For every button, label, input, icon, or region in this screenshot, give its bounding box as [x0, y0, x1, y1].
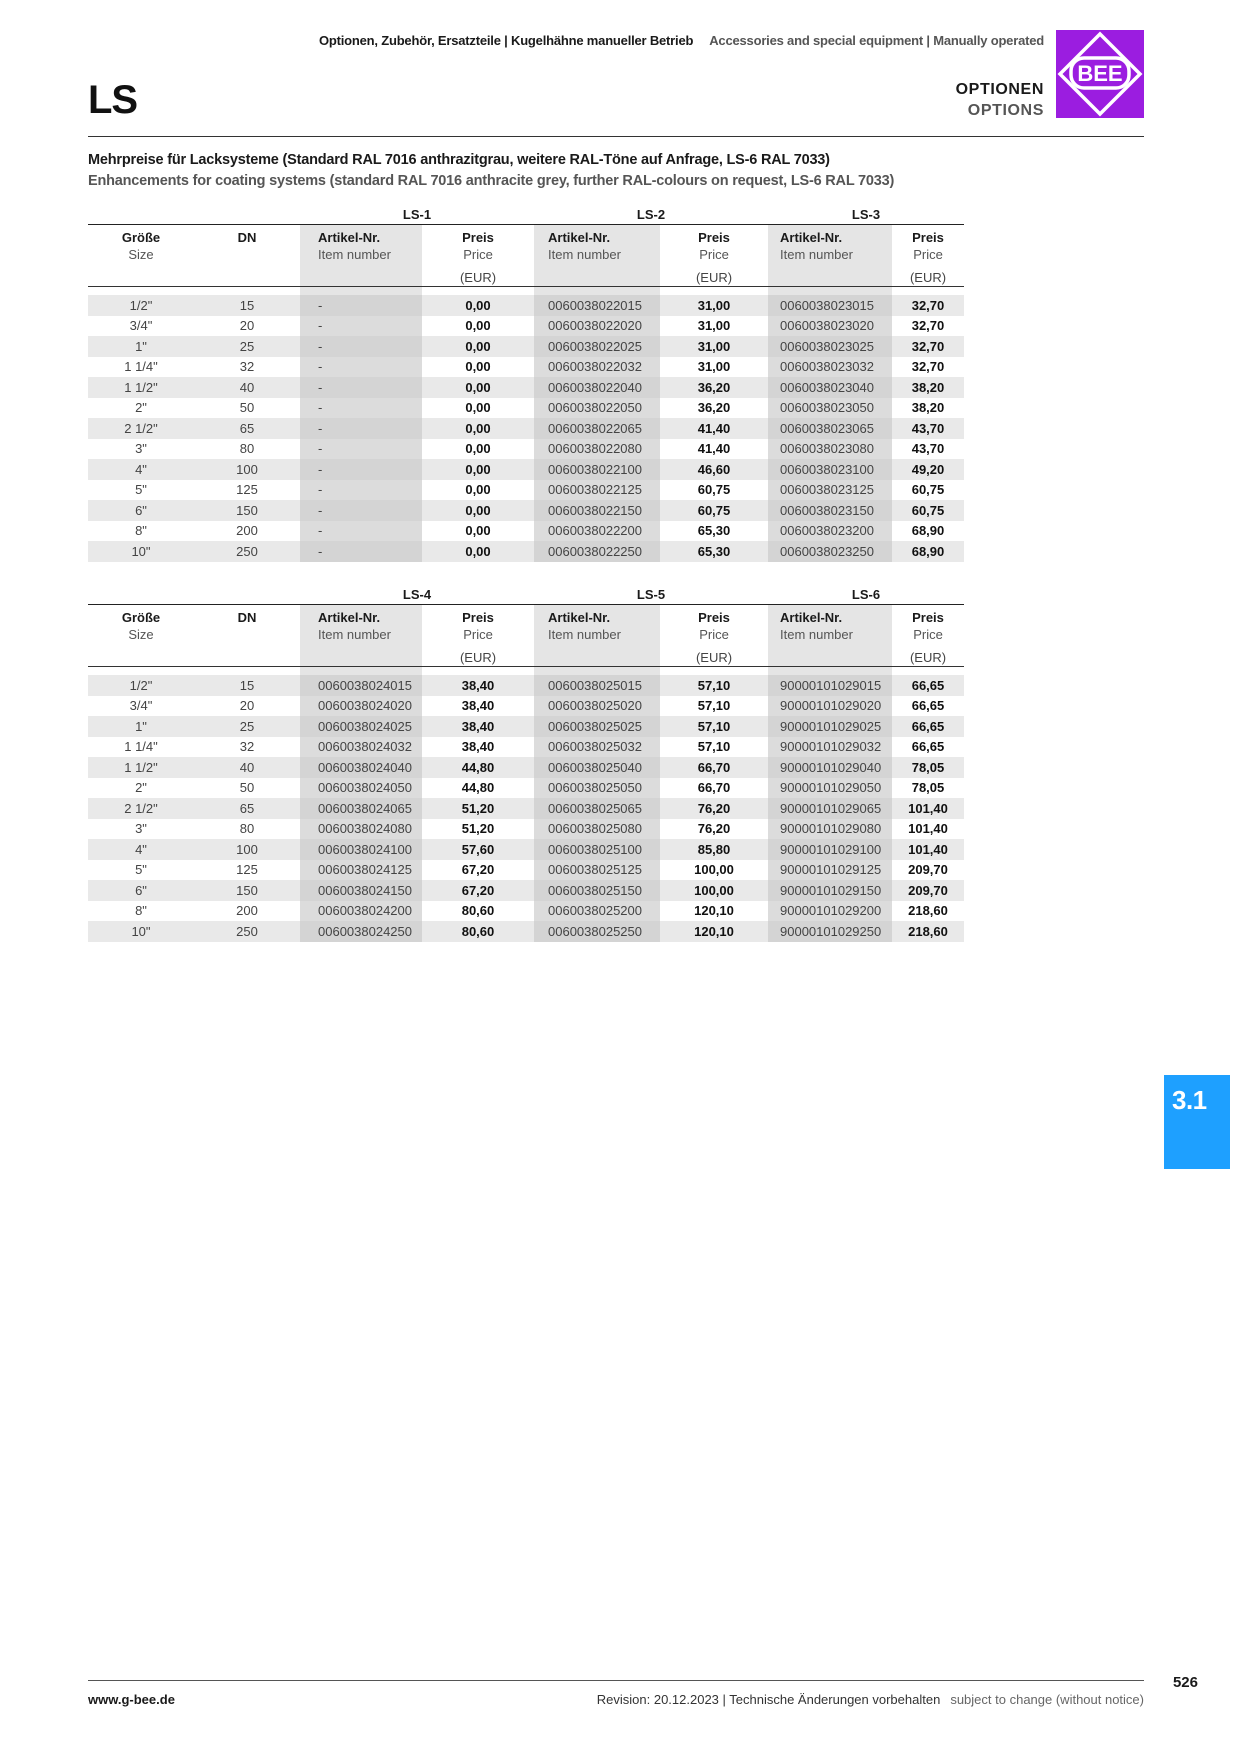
col-price: Preis Price (EUR): [459, 610, 497, 665]
price-value: 66,65: [911, 698, 945, 714]
dn-value: 50: [239, 400, 255, 416]
price-value: 80,60: [461, 903, 495, 919]
article-number: 0060038023100: [768, 459, 892, 480]
price-value: 68,90: [911, 543, 945, 559]
table-row: [88, 398, 964, 419]
article-number: 90000101029020: [768, 696, 892, 717]
group-label: LS-5: [636, 587, 666, 602]
price-value: 218,60: [908, 923, 948, 939]
options-label: [956, 79, 1044, 121]
dn-value: 80: [239, 821, 255, 837]
table-row: [88, 716, 964, 737]
article-number: 0060038025050: [534, 778, 660, 799]
dn-value: 80: [239, 441, 255, 457]
page-title: LS: [88, 78, 138, 122]
price-value: 78,05: [911, 759, 945, 775]
price-value: 80,60: [461, 923, 495, 939]
size-value: 4": [135, 461, 147, 477]
article-number: 90000101029080: [768, 819, 892, 840]
article-number: 90000101029050: [768, 778, 892, 799]
table-row: [88, 316, 964, 337]
article-number: 0060038022125: [534, 480, 660, 501]
article-number: -: [300, 357, 422, 378]
price-value: 38,40: [461, 739, 495, 755]
headline-de: Mehrpreise für Lacksysteme (Standard RAL 7016 anthrazitgrau, weitere RAL-Töne auf Anfrage, LS-6 RAL 7033): [88, 152, 830, 168]
size-value: 2": [135, 400, 147, 416]
dn-value: 100: [236, 841, 258, 857]
price-value: 67,20: [461, 882, 495, 898]
price-value: 32,70: [911, 338, 945, 354]
size-value: 5": [135, 862, 147, 878]
price-value: 101,40: [908, 821, 948, 837]
article-number: -: [300, 459, 422, 480]
article-number: -: [300, 418, 422, 439]
article-number: -: [300, 541, 422, 562]
article-number: 90000101029250: [768, 921, 892, 942]
dn-value: 25: [239, 718, 255, 734]
price-value: 66,65: [911, 677, 945, 693]
article-number: 0060038025015: [534, 675, 660, 696]
col-article: Artikel-Nr. Item number: [300, 225, 422, 286]
price-value: 0,00: [465, 338, 491, 354]
size-value: 3/4": [129, 318, 153, 334]
col-dn: DN: [237, 610, 257, 625]
price-value: 44,80: [461, 780, 495, 796]
article-number: 0060038023032: [768, 357, 892, 378]
article-number: 0060038024025: [300, 716, 422, 737]
page-number: 526: [1172, 1674, 1198, 1691]
article-number: 0060038022020: [534, 316, 660, 337]
article-number: 0060038025100: [534, 839, 660, 860]
table-column-header: [88, 605, 964, 667]
dn-value: 20: [239, 318, 255, 334]
article-number: 0060038024250: [300, 921, 422, 942]
price-value: 0,00: [465, 523, 491, 539]
price-value: 100,00: [694, 862, 734, 878]
price-value: 65,30: [697, 543, 731, 559]
price-value: 209,70: [908, 882, 948, 898]
size-value: 1 1/2": [124, 379, 158, 395]
dn-value: 32: [239, 359, 255, 375]
article-number: -: [300, 377, 422, 398]
article-number: -: [300, 295, 422, 316]
article-number: 0060038024020: [300, 696, 422, 717]
article-number: 90000101029150: [768, 880, 892, 901]
price-value: 85,80: [697, 841, 731, 857]
section-tab: 3.1: [1164, 1075, 1230, 1169]
table-group-header: [88, 585, 964, 605]
table-row: [88, 860, 964, 881]
article-number: 0060038022065: [534, 418, 660, 439]
col-article: Artikel-Nr. Item number: [300, 605, 422, 666]
size-value: 1/2": [129, 297, 153, 313]
size-value: 8": [135, 903, 147, 919]
price-value: 57,10: [697, 698, 731, 714]
dn-value: 150: [236, 882, 258, 898]
article-number: 90000101029125: [768, 860, 892, 881]
price-value: 46,60: [697, 461, 731, 477]
price-value: 31,00: [697, 318, 731, 334]
article-number: -: [300, 500, 422, 521]
table-row: [88, 541, 964, 562]
article-number: 0060038024065: [300, 798, 422, 819]
article-number: 0060038023125: [768, 480, 892, 501]
size-value: 2 1/2": [124, 800, 158, 816]
dn-value: 25: [239, 338, 255, 354]
table-row: [88, 675, 964, 696]
size-value: 2": [135, 780, 147, 796]
article-number: 0060038025025: [534, 716, 660, 737]
dn-value: 100: [236, 461, 258, 477]
price-value: 43,70: [911, 420, 945, 436]
article-number: 0060038023015: [768, 295, 892, 316]
article-number: -: [300, 398, 422, 419]
table-body: [88, 675, 964, 942]
options-label-de: OPTIONEN: [955, 81, 1044, 98]
dn-value: 65: [239, 800, 255, 816]
revision-en: subject to change (without notice): [950, 1692, 1144, 1707]
dn-value: 65: [239, 420, 255, 436]
price-value: 51,20: [461, 800, 495, 816]
price-value: 0,00: [465, 543, 491, 559]
dn-value: 50: [239, 780, 255, 796]
size-value: 1 1/4": [124, 739, 158, 755]
article-number: 0060038024200: [300, 901, 422, 922]
article-number: 0060038022250: [534, 541, 660, 562]
price-value: 38,40: [461, 718, 495, 734]
article-number: 90000101029040: [768, 757, 892, 778]
size-value: 5": [135, 482, 147, 498]
price-value: 32,70: [911, 318, 945, 334]
price-table-ls4-ls6: [88, 585, 964, 942]
article-number: 0060038022100: [534, 459, 660, 480]
price-value: 41,40: [697, 441, 731, 457]
article-number: 90000101029200: [768, 901, 892, 922]
article-number: 0060038022050: [534, 398, 660, 419]
price-value: 0,00: [465, 359, 491, 375]
logo-text: BEE: [1077, 61, 1123, 86]
size-value: 1 1/4": [124, 359, 158, 375]
table-row: [88, 500, 964, 521]
price-value: 60,75: [911, 502, 945, 518]
col-price: Preis Price (EUR): [459, 230, 497, 285]
col-article: Artikel-Nr. Item number: [534, 225, 660, 286]
group-label: LS-3: [851, 207, 881, 222]
article-number: 0060038024040: [300, 757, 422, 778]
col-dn: DN: [237, 230, 257, 245]
price-value: 38,40: [461, 698, 495, 714]
dn-value: 125: [236, 482, 258, 498]
article-number: 0060038022015: [534, 295, 660, 316]
article-number: 0060038023020: [768, 316, 892, 337]
article-number: 0060038025080: [534, 819, 660, 840]
options-label-en: OPTIONS: [967, 102, 1044, 119]
article-number: 0060038022040: [534, 377, 660, 398]
price-value: 0,00: [465, 461, 491, 477]
price-value: 38,40: [461, 677, 495, 693]
col-size: Größe Size: [121, 230, 161, 262]
dn-value: 250: [236, 543, 258, 559]
size-value: 6": [135, 502, 147, 518]
price-value: 101,40: [908, 841, 948, 857]
table-row: [88, 295, 964, 316]
table-row: [88, 480, 964, 501]
price-value: 76,20: [697, 821, 731, 837]
article-number: -: [300, 480, 422, 501]
price-value: 66,70: [697, 759, 731, 775]
table-group-header: [88, 205, 964, 225]
article-number: 0060038025032: [534, 737, 660, 758]
price-value: 0,00: [465, 441, 491, 457]
article-number: 90000101029100: [768, 839, 892, 860]
table-body: [88, 295, 964, 562]
article-number: 0060038022025: [534, 336, 660, 357]
size-value: 1": [135, 718, 147, 734]
price-value: 209,70: [908, 862, 948, 878]
table-row: [88, 737, 964, 758]
group-label: LS-1: [402, 207, 432, 222]
website-link[interactable]: www.g-bee.de: [88, 1692, 175, 1707]
price-value: 31,00: [697, 338, 731, 354]
article-number: -: [300, 316, 422, 337]
price-value: 36,20: [697, 400, 731, 416]
price-value: 120,10: [694, 923, 734, 939]
price-value: 0,00: [465, 379, 491, 395]
article-number: 0060038025065: [534, 798, 660, 819]
table-row: [88, 757, 964, 778]
table-row: [88, 696, 964, 717]
dn-value: 15: [239, 297, 255, 313]
article-number: 90000101029025: [768, 716, 892, 737]
price-value: 43,70: [911, 441, 945, 457]
table-row: [88, 819, 964, 840]
price-value: 60,75: [911, 482, 945, 498]
size-value: 1": [135, 338, 147, 354]
size-value: 8": [135, 523, 147, 539]
size-value: 10": [131, 543, 151, 559]
col-price: Preis Price (EUR): [909, 610, 947, 665]
size-value: 3": [135, 821, 147, 837]
price-value: 0,00: [465, 502, 491, 518]
table-row: [88, 921, 964, 942]
price-value: 78,05: [911, 780, 945, 796]
price-value: 218,60: [908, 903, 948, 919]
table-row: [88, 521, 964, 542]
article-number: -: [300, 439, 422, 460]
price-value: 60,75: [697, 502, 731, 518]
dn-value: 20: [239, 698, 255, 714]
bee-logo: [1056, 30, 1144, 118]
article-number: -: [300, 336, 422, 357]
col-size: Größe Size: [121, 610, 161, 642]
article-number: 90000101029015: [768, 675, 892, 696]
top-breadcrumb: [319, 33, 1044, 48]
header-divider: [88, 136, 1144, 137]
price-value: 31,00: [697, 297, 731, 313]
dn-value: 200: [236, 523, 258, 539]
size-value: 1 1/2": [124, 759, 158, 775]
table-row: [88, 778, 964, 799]
table-row: [88, 839, 964, 860]
price-value: 41,40: [697, 420, 731, 436]
price-value: 0,00: [465, 420, 491, 436]
col-article: Artikel-Nr. Item number: [768, 605, 892, 666]
article-number: 0060038024050: [300, 778, 422, 799]
article-number: 0060038022080: [534, 439, 660, 460]
article-number: 0060038024150: [300, 880, 422, 901]
size-value: 3/4": [129, 698, 153, 714]
article-number: 0060038025125: [534, 860, 660, 881]
price-value: 32,70: [911, 359, 945, 375]
price-value: 32,70: [911, 297, 945, 313]
article-number: 0060038024125: [300, 860, 422, 881]
price-value: 57,10: [697, 677, 731, 693]
price-value: 0,00: [465, 318, 491, 334]
price-value: 57,60: [461, 841, 495, 857]
article-number: 0060038024100: [300, 839, 422, 860]
col-price: Preis Price (EUR): [695, 610, 733, 665]
dn-value: 250: [236, 923, 258, 939]
article-number: 0060038023050: [768, 398, 892, 419]
price-table-ls1-ls3: [88, 205, 964, 562]
price-value: 36,20: [697, 379, 731, 395]
size-value: 4": [135, 841, 147, 857]
table-column-header: [88, 225, 964, 287]
group-label: LS-4: [402, 587, 432, 602]
price-value: 38,20: [911, 379, 945, 395]
price-value: 0,00: [465, 482, 491, 498]
breadcrumb-en: Accessories and special equipment | Manually operated: [709, 33, 1044, 48]
article-number: 0060038025250: [534, 921, 660, 942]
article-number: 0060038024080: [300, 819, 422, 840]
price-value: 68,90: [911, 523, 945, 539]
price-value: 0,00: [465, 400, 491, 416]
article-number: -: [300, 521, 422, 542]
price-value: 76,20: [697, 800, 731, 816]
col-article: Artikel-Nr. Item number: [768, 225, 892, 286]
col-price: Preis Price (EUR): [909, 230, 947, 285]
size-value: 6": [135, 882, 147, 898]
table-row: [88, 336, 964, 357]
price-value: 67,20: [461, 862, 495, 878]
table-row: [88, 459, 964, 480]
table-row: [88, 798, 964, 819]
article-number: 0060038025200: [534, 901, 660, 922]
table-row: [88, 439, 964, 460]
price-value: 66,70: [697, 780, 731, 796]
price-value: 65,30: [697, 523, 731, 539]
price-value: 120,10: [694, 903, 734, 919]
price-value: 44,80: [461, 759, 495, 775]
price-value: 51,20: [461, 821, 495, 837]
article-number: 0060038023200: [768, 521, 892, 542]
article-number: 0060038025040: [534, 757, 660, 778]
size-value: 1/2": [129, 677, 153, 693]
dn-value: 150: [236, 502, 258, 518]
article-number: 0060038023150: [768, 500, 892, 521]
price-value: 101,40: [908, 800, 948, 816]
group-label: LS-6: [851, 587, 881, 602]
price-value: 0,00: [465, 297, 491, 313]
article-number: 0060038023025: [768, 336, 892, 357]
article-number: 0060038023080: [768, 439, 892, 460]
dn-value: 40: [239, 379, 255, 395]
footer-divider: [88, 1680, 1144, 1681]
article-number: 0060038023065: [768, 418, 892, 439]
group-label: LS-2: [636, 207, 666, 222]
dn-value: 40: [239, 759, 255, 775]
article-number: 0060038023040: [768, 377, 892, 398]
section-headline: [88, 150, 894, 192]
price-value: 57,10: [697, 739, 731, 755]
price-value: 57,10: [697, 718, 731, 734]
article-number: 0060038025020: [534, 696, 660, 717]
revision-de: Revision: 20.12.2023 | Technische Änderungen vorbehalten: [596, 1692, 941, 1707]
article-number: 90000101029065: [768, 798, 892, 819]
size-value: 3": [135, 441, 147, 457]
dn-value: 32: [239, 739, 255, 755]
article-number: 90000101029032: [768, 737, 892, 758]
dn-value: 200: [236, 903, 258, 919]
col-article: Artikel-Nr. Item number: [534, 605, 660, 666]
dn-value: 125: [236, 862, 258, 878]
table-row: [88, 377, 964, 398]
price-value: 60,75: [697, 482, 731, 498]
article-number: 0060038024032: [300, 737, 422, 758]
price-value: 100,00: [694, 882, 734, 898]
article-number: 0060038023250: [768, 541, 892, 562]
table-row: [88, 357, 964, 378]
article-number: 0060038024015: [300, 675, 422, 696]
price-value: 31,00: [697, 359, 731, 375]
article-number: 0060038022200: [534, 521, 660, 542]
table-row: [88, 901, 964, 922]
price-value: 66,65: [911, 718, 945, 734]
price-value: 66,65: [911, 739, 945, 755]
price-value: 49,20: [911, 461, 945, 477]
revision-note: [597, 1692, 1144, 1707]
article-number: 0060038022150: [534, 500, 660, 521]
table-row: [88, 418, 964, 439]
size-value: 10": [131, 923, 151, 939]
dn-value: 15: [239, 677, 255, 693]
size-value: 2 1/2": [124, 420, 158, 436]
table-row: [88, 880, 964, 901]
headline-en: Enhancements for coating systems (standard RAL 7016 anthracite grey, further RAL-colours on request, LS-6 RAL 7033): [88, 173, 895, 189]
col-price: Preis Price (EUR): [695, 230, 733, 285]
price-value: 38,20: [911, 400, 945, 416]
article-number: 0060038025150: [534, 880, 660, 901]
breadcrumb-de: Optionen, Zubehör, Ersatzteile | Kugelhähne manueller Betrieb: [318, 33, 694, 48]
article-number: 0060038022032: [534, 357, 660, 378]
